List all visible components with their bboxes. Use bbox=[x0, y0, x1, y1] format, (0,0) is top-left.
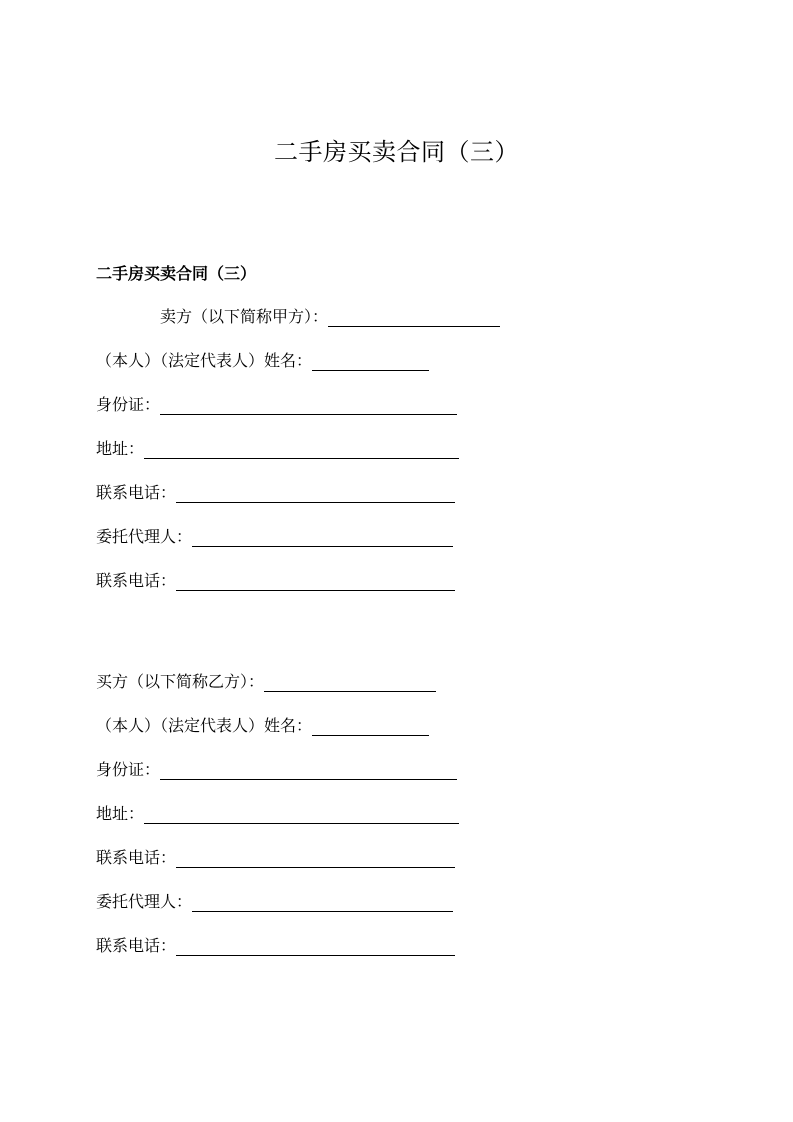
buyer-agent-phone-blank[interactable] bbox=[176, 935, 455, 956]
buyer-name-label: （本人）（法定代表人）姓名： bbox=[96, 716, 313, 735]
seller-name-blank[interactable] bbox=[312, 350, 429, 371]
seller-id-blank[interactable] bbox=[160, 394, 457, 415]
seller-party-blank[interactable] bbox=[328, 306, 500, 327]
buyer-party-label: 买方（以下简称乙方）： bbox=[96, 672, 265, 691]
seller-agent-row bbox=[96, 525, 453, 549]
seller-phone-label: 联系电话： bbox=[96, 483, 177, 502]
contract-heading: 二手房买卖合同（三） bbox=[96, 264, 257, 283]
seller-party-row bbox=[160, 305, 500, 329]
seller-address-row bbox=[96, 437, 459, 461]
buyer-address-blank[interactable] bbox=[144, 803, 459, 824]
seller-agent-phone-label: 联系电话： bbox=[96, 571, 177, 590]
buyer-agent-blank[interactable] bbox=[192, 891, 453, 912]
buyer-id-row bbox=[96, 758, 457, 782]
seller-id-row bbox=[96, 393, 457, 417]
buyer-agent-phone-row bbox=[96, 934, 455, 958]
buyer-party-blank[interactable] bbox=[264, 671, 436, 692]
seller-phone-blank[interactable] bbox=[176, 482, 455, 503]
page-title: 二手房买卖合同（三） bbox=[274, 138, 519, 166]
buyer-agent-phone-label: 联系电话： bbox=[96, 936, 177, 955]
buyer-phone-label: 联系电话： bbox=[96, 848, 177, 867]
buyer-phone-row bbox=[96, 846, 455, 870]
seller-agent-phone-row bbox=[96, 569, 455, 593]
seller-agent-label: 委托代理人： bbox=[96, 527, 193, 546]
buyer-phone-blank[interactable] bbox=[176, 847, 455, 868]
seller-name-row bbox=[96, 349, 429, 373]
seller-address-label: 地址： bbox=[96, 439, 145, 458]
buyer-name-row bbox=[96, 714, 429, 738]
seller-party-label: 卖方（以下简称甲方）： bbox=[160, 307, 329, 326]
buyer-id-blank[interactable] bbox=[160, 759, 457, 780]
seller-address-blank[interactable] bbox=[144, 438, 459, 459]
buyer-name-blank[interactable] bbox=[312, 715, 429, 736]
seller-agent-blank[interactable] bbox=[192, 526, 453, 547]
seller-agent-phone-blank[interactable] bbox=[176, 570, 455, 591]
buyer-address-label: 地址： bbox=[96, 804, 145, 823]
buyer-agent-row bbox=[96, 890, 453, 914]
buyer-agent-label: 委托代理人： bbox=[96, 892, 193, 911]
buyer-party-row bbox=[96, 670, 436, 694]
seller-phone-row bbox=[96, 481, 455, 505]
buyer-address-row bbox=[96, 802, 459, 826]
seller-name-label: （本人）（法定代表人）姓名： bbox=[96, 351, 313, 370]
seller-id-label: 身份证： bbox=[96, 395, 161, 414]
buyer-id-label: 身份证： bbox=[96, 760, 161, 779]
